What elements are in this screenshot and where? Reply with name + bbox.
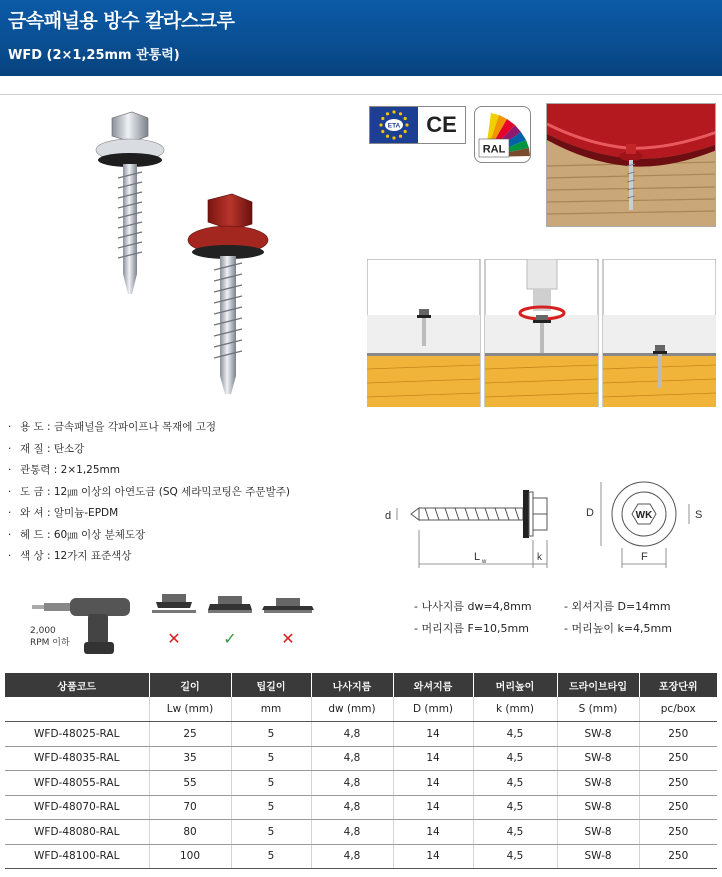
dim-head-diameter: - 머리지름 F=10,5mm bbox=[414, 622, 529, 635]
label-lw-sub: w bbox=[482, 559, 487, 565]
table-row: WFD-48080-RAL 80 5 4,8 14 4,5 SW-8 250 bbox=[5, 820, 717, 845]
mark-wrong-1: ✕ bbox=[167, 629, 181, 648]
mark-wrong-2: ✕ bbox=[281, 629, 295, 648]
rpm-value: 2,000 bbox=[30, 626, 56, 636]
spec-color: · 색 상 : 12가지 표준색상 bbox=[8, 550, 132, 562]
table-row: WFD-48100-RAL 100 5 4,8 14 4,5 SW-8 250 bbox=[5, 844, 717, 869]
dim-washer-diameter: - 외셔지름 D=14mm bbox=[564, 600, 671, 613]
header-washer-diameter: 와셔지름 bbox=[393, 673, 473, 697]
table-header-row bbox=[5, 673, 717, 697]
mark-correct: ✓ bbox=[223, 629, 237, 648]
dim-thread-diameter: - 나사지름 dw=4,8mm bbox=[414, 600, 532, 613]
label-k: k bbox=[537, 552, 542, 563]
page-subtitle: WFD (2×1,25mm 관통력) bbox=[8, 48, 180, 63]
spec-penetration: · 관통력 : 2×1,25mm bbox=[8, 464, 120, 476]
header-head-height: 머리높이 bbox=[473, 673, 557, 697]
silver-screw bbox=[96, 112, 164, 294]
install-too-tight bbox=[262, 598, 314, 648]
table-row: WFD-48025-RAL 25 5 4,8 14 4,5 SW-8 250 bbox=[5, 722, 717, 747]
install-correct bbox=[208, 596, 252, 648]
divider bbox=[0, 94, 722, 95]
spec-washer: · 와 셔 : 알미늄-EPDM bbox=[8, 507, 119, 519]
header-drive-type: 드라이브타입 bbox=[557, 673, 639, 697]
dim-head-height: - 머리높이 k=4,5mm bbox=[564, 622, 672, 635]
page-title: 금속패널용 방수 칼라스크루 bbox=[8, 10, 235, 32]
label-d: d bbox=[385, 510, 392, 522]
technical-drawing bbox=[379, 470, 709, 578]
dimension-list bbox=[414, 596, 714, 640]
spec-list bbox=[8, 417, 368, 568]
installation-steps bbox=[367, 259, 716, 407]
header-code: 상품코드 bbox=[5, 673, 149, 697]
label-wk: WK bbox=[635, 510, 653, 521]
header-tip-length: 팁길이 bbox=[231, 673, 311, 697]
header-thread-diameter: 나사지름 bbox=[311, 673, 393, 697]
rpm-label bbox=[30, 625, 70, 649]
eta-text: ETA bbox=[387, 122, 401, 130]
product-table bbox=[5, 673, 717, 869]
eta-logo bbox=[370, 107, 418, 143]
red-screw bbox=[188, 194, 268, 394]
product-image bbox=[90, 108, 280, 398]
spec-plating: · 도 금 : 12㎛ 이상의 아연도금 (SQ 세라믹코팅은 주문발주) bbox=[8, 485, 290, 498]
rpm-unit: RPM 이하 bbox=[30, 638, 70, 648]
install-examples bbox=[146, 584, 316, 652]
spec-material: · 재 질 : 탄소강 bbox=[8, 442, 85, 455]
table-row: WFD-48055-RAL 55 5 4,8 14 4,5 SW-8 250 bbox=[5, 771, 717, 796]
label-lw: L bbox=[474, 551, 481, 563]
step-2 bbox=[485, 259, 598, 407]
step-3 bbox=[603, 259, 716, 407]
header-banner bbox=[0, 0, 722, 76]
label-F: F bbox=[641, 551, 648, 563]
ral-logo bbox=[474, 106, 531, 163]
header-length: 길이 bbox=[149, 673, 231, 697]
ce-mark: CE bbox=[426, 112, 457, 137]
table-units-row: Lw (mm) mm dw (mm) D (mm) k (mm) S (mm) pc/box bbox=[5, 697, 717, 722]
application-photo bbox=[546, 103, 716, 227]
label-D: D bbox=[586, 507, 594, 519]
table-row: WFD-48070-RAL 70 5 4,8 14 4,5 SW-8 250 bbox=[5, 795, 717, 820]
label-S: S bbox=[695, 509, 703, 521]
step-1 bbox=[367, 259, 480, 407]
install-too-loose bbox=[152, 594, 196, 648]
spec-usage: · 용 도 : 금속패널을 각파이프나 목재에 고정 bbox=[8, 421, 217, 433]
header-packaging: 포장단위 bbox=[639, 673, 717, 697]
ral-text: RAL bbox=[482, 143, 506, 156]
table-row: WFD-48035-RAL 35 5 4,8 14 4,5 SW-8 250 bbox=[5, 746, 717, 771]
certification-logo bbox=[369, 106, 466, 144]
spec-head: · 헤 드 : 60㎛ 이상 분체도장 bbox=[8, 528, 146, 541]
